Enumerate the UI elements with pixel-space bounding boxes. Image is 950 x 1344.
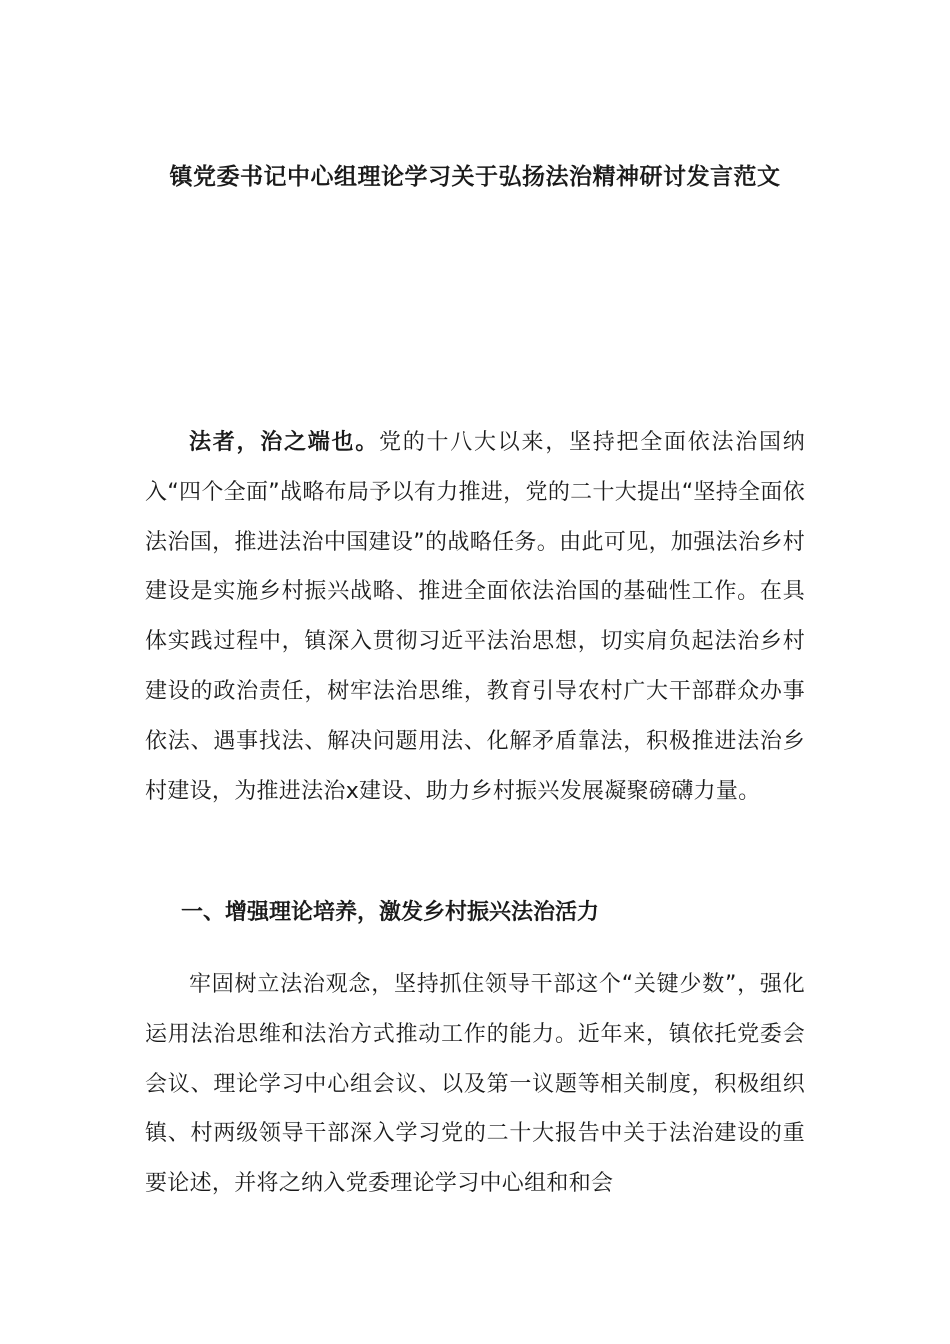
document-title: 镇党委书记中心组理论学习关于弘扬法治精神研讨发言范文	[169, 164, 781, 190]
section-1-heading: 一、增强理论培养，激发乡村振兴法治活力	[181, 900, 600, 925]
section-1-paragraph: 牢固树立法治观念，坚持抓住领导干部这个“关键少数”，强化运用法治思维和法治方式推动工作的能力。近年来，镇依托党委会会议、理论学习中心组会议、以及第一议题等相关制度，积极组织镇、村两级领导干部深入学习党的二十大报告中关于法治建设的重要论述，并将之纳入党委理论学习中心组和和会	[145, 972, 805, 1197]
intro-lead: 法者，治之端也。	[189, 430, 379, 455]
intro-text: 党的十八大以来，坚持把全面依法治国纳入“四个全面”战略布局予以有力推进，党的二十大提出“坚持全面依法治国，推进法治中国建设”的战略任务。由此可见，加强法治乡村建设是实施乡村振兴战略、推进全面依法治国的基础性工作。在具体实践过程中，镇深入贯彻习近平法治思想，切实肩负起法治乡村建设的政治责任，树牢法治思维，教育引导农村广大干部群众办事依法、遇事找法、解决问题用法、化解矛盾靠法，积极推进法治乡村建设，为推进法治x建设、助力乡村振兴发展凝聚磅礴力量。	[145, 430, 805, 804]
intro-paragraph	[145, 418, 805, 816]
